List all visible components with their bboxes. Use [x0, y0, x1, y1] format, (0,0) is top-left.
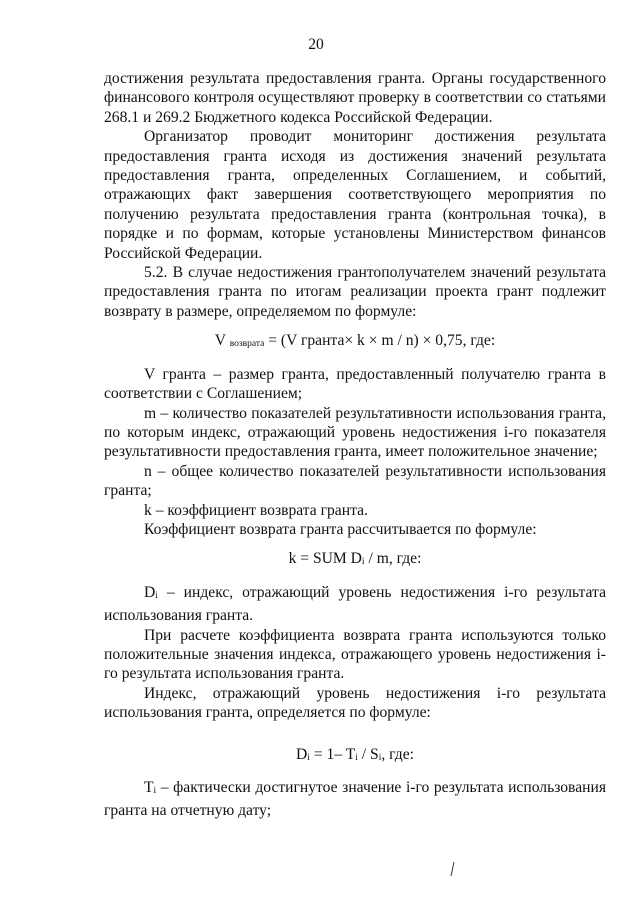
- symbol-subscript: i: [153, 786, 157, 796]
- symbol-d: D: [144, 583, 156, 601]
- definition-n: n – общее количество показателей результативности использования гранта;: [104, 462, 606, 500]
- symbol-subscript: i: [155, 590, 158, 601]
- definition-di: [104, 583, 606, 626]
- formula-text: / S: [357, 745, 379, 763]
- paragraph-organizer-monitoring: Организатор проводит мониторинг достижения результата предоставления гранта исходя из достижения значений результата предоставления гранта, определенных Соглашением, и событий, отражающих факт завершения соответствующего мероприятия по получению результата предоставления гранта (контрольная точка), в порядке и по формам, которые установлены Министерством финансов Российской Федерации.: [104, 128, 606, 262]
- paragraph-positive-values: При расчете коэффициента возврата гранта используются только положительные значения индекса, отражающего уровень недостижения i-го результата использования гранта.: [104, 626, 606, 683]
- formula-di: [104, 745, 606, 768]
- paragraph-5-2-refund: 5.2. В случае недостижения грантополучателем значений результата предоставления гранта по итогам реализации проекта грант подлежит возврату в размере, определяемом по формуле:: [104, 264, 606, 320]
- symbol-t: T: [144, 779, 154, 796]
- formula-subscript: i: [355, 752, 358, 763]
- formula-subscript: i: [361, 557, 365, 568]
- paragraph-di-formula-intro: Индекс, отражающий уровень недостижения i-го результата использования гранта, определяется по формуле:: [104, 684, 606, 722]
- document-body: [104, 69, 606, 821]
- formula-subscript: возврата: [229, 339, 265, 350]
- formula-text: k = SUM D: [288, 550, 362, 568]
- formula-subscript: i: [307, 752, 310, 763]
- formula-text: / m, где:: [364, 550, 422, 568]
- paragraph-k-formula-intro: Коэффициент возврата гранта рассчитывается по формуле:: [144, 520, 537, 538]
- page-number: 20: [308, 36, 324, 53]
- formula-text: , где:: [381, 745, 414, 763]
- formula-text: D: [296, 745, 308, 763]
- formula-refund-amount: [104, 331, 606, 354]
- definition-ti: [104, 778, 606, 821]
- scan-mark: [451, 862, 457, 876]
- definition-k: k – коэффициент возврата гранта.: [144, 501, 368, 519]
- definition-text: – фактически достигнутое значение i-го результата использования гранта на отчетную дату;: [104, 779, 606, 820]
- definition-v-grant: V гранта – размер гранта, предоставленный получателю гранта в соответствии с Соглашением;: [104, 365, 606, 403]
- definition-m: m – количество показателей результативности использования гранта, по которым индекс, отражающий уровень недостижения i-го показателя результативности предоставления гранта, имеет положительное значение;: [104, 404, 606, 461]
- formula-subscript: i: [378, 752, 382, 763]
- formula-text: V: [214, 332, 230, 350]
- formula-text: = 1– T: [309, 745, 356, 763]
- formula-k: [104, 549, 606, 572]
- definition-text: – индекс, отражающий уровень недостижения i-го результата использования гранта.: [104, 583, 606, 625]
- paragraph-monitoring-control: достижения результата предоставления гранта. Органы государственного финансового контроля осуществляют проверку в соответствии со статьями 268.1 и 269.2 Бюджетного кодекса Российской Федерации.: [104, 70, 606, 126]
- formula-text: = (V гранта× k × m / n) × 0,75, где:: [264, 332, 496, 350]
